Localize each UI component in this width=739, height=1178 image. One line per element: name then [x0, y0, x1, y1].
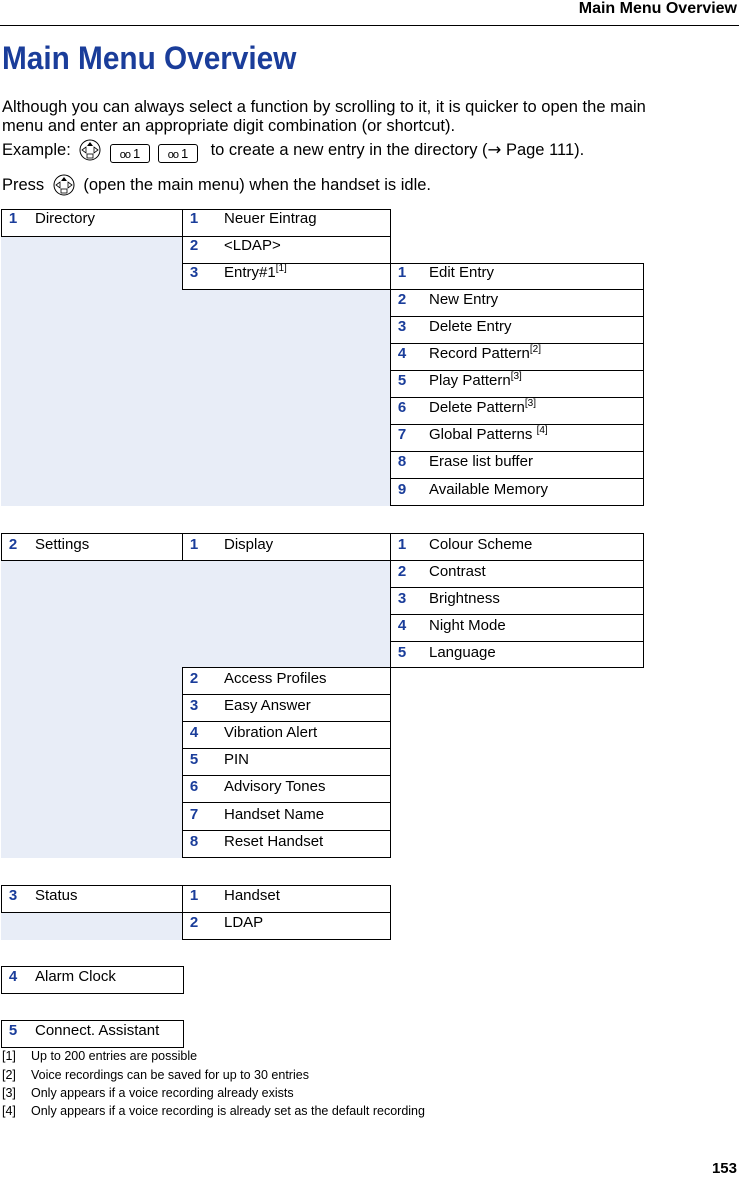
entry-option-2-num: 2 [397, 291, 407, 308]
right-arrow-icon: → [487, 140, 502, 159]
display-option-1-label: Colour Scheme [429, 536, 533, 553]
menu-connect-assistant-label: Connect. Assistant [35, 1022, 160, 1039]
status-sub-2 [182, 912, 391, 940]
directory-sub-2-num: 2 [189, 237, 199, 254]
directory-fill-mid [182, 289, 391, 506]
press-label: Press [2, 176, 45, 194]
settings-sub-4-label: Vibration Alert [224, 724, 318, 741]
settings-sub-2-num: 2 [189, 670, 199, 687]
settings-sub-5 [182, 748, 391, 776]
settings-sub-3-label: Easy Answer [224, 697, 311, 714]
settings-sub-6-num: 6 [189, 778, 199, 795]
display-option-5-num: 5 [397, 644, 407, 661]
footnote-ref-1[interactable]: [1] [275, 263, 287, 274]
footnote-4: [4] Only appears if a voice recording is already set as the default recording [2, 1104, 425, 1118]
display-option-5-label: Language [429, 644, 496, 661]
footnote-3: [3] Only appears if a voice recording already exists [2, 1086, 294, 1100]
settings-fill-wide [1, 560, 391, 668]
menu-directory-label: Directory [35, 210, 96, 227]
entry-option-4-label: Record Pattern[2] [429, 344, 542, 362]
settings-display [182, 533, 391, 561]
intro-line-2: menu and enter an appropriate digit combination (or shortcut). [2, 117, 456, 135]
settings-sub-7-num: 7 [189, 806, 199, 823]
entry-option-7-num: 7 [397, 426, 407, 443]
entry-option-7-label: Global Patterns [4] [429, 425, 548, 443]
menu-alarm-clock-label: Alarm Clock [35, 968, 116, 985]
directory-sub-1-num: 1 [189, 210, 199, 227]
menu-settings-label: Settings [35, 536, 90, 553]
footnote-2: [2] Voice recordings can be saved for up to 30 entries [2, 1068, 309, 1082]
settings-display-num: 1 [189, 536, 199, 553]
display-option-2-label: Contrast [429, 563, 486, 580]
directory-sub-2-label: <LDAP> [224, 237, 281, 254]
example-line [2, 139, 584, 163]
display-option-3-num: 3 [397, 590, 407, 607]
menu-directory-num: 1 [8, 210, 18, 227]
press-line [2, 174, 431, 196]
running-header: Main Menu Overview [578, 0, 737, 17]
entry-option-1-label: Edit Entry [429, 264, 495, 281]
status-sub-1-num: 1 [189, 887, 199, 904]
directory-sub-3-label: Entry#1[1] [224, 263, 287, 281]
settings-sub-5-label: PIN [224, 751, 250, 768]
entry-option-9-label: Available Memory [429, 481, 548, 498]
display-option-3-label: Brightness [429, 590, 500, 607]
entry-option-4-num: 4 [397, 345, 407, 362]
footnote-ref-4[interactable]: [4] [536, 425, 548, 436]
display-option-2-num: 2 [397, 563, 407, 580]
status-fill [1, 912, 182, 940]
settings-sub-6-label: Advisory Tones [224, 778, 326, 795]
menu-status [1, 885, 183, 913]
menu-settings-num: 2 [8, 536, 18, 553]
entry-option-3-num: 3 [397, 318, 407, 335]
entry-option-8-num: 8 [397, 453, 407, 470]
menu-status-num: 3 [8, 887, 18, 904]
example-label: Example: [2, 141, 71, 159]
status-sub-2-label: LDAP [224, 914, 264, 931]
footnote-ref-3[interactable]: [3] [510, 371, 522, 382]
entry-option-9-num: 9 [397, 481, 407, 498]
voicemail-key-1: oo 1 [110, 144, 150, 163]
navigation-key-icon [53, 174, 75, 196]
footnote-ref-3[interactable]: [3] [524, 398, 537, 409]
directory-fill-left [1, 236, 182, 506]
entry-option-5-num: 5 [397, 372, 407, 389]
directory-sub-1-label: Neuer Eintrag [224, 210, 317, 227]
footnote-1: [1] Up to 200 entries are possible [2, 1049, 198, 1063]
entry-option-8-label: Erase list buffer [429, 453, 533, 470]
entry-option-2-label: New Entry [429, 291, 499, 308]
settings-sub-2-label: Access Profiles [224, 670, 327, 687]
menu-alarm-clock-num: 4 [8, 968, 18, 985]
settings-sub-7-label: Handset Name [224, 806, 325, 823]
voicemail-key-2: oo 1 [158, 144, 198, 163]
directory-sub-3-num: 3 [189, 264, 199, 281]
page-number: 153 [711, 1160, 737, 1177]
status-sub-1-label: Handset [224, 887, 280, 904]
page-title: Main Menu Overview [2, 40, 297, 76]
voicemail-icon: oo [167, 149, 178, 161]
menu-status-label: Status [35, 887, 78, 904]
entry-option-6-label: Delete Pattern[3] [429, 398, 537, 416]
intro-line-1: Although you can always select a function by scrolling to it, it is quicker to open the main [2, 98, 646, 116]
display-option-1-num: 1 [397, 536, 407, 553]
entry-option-1-num: 1 [397, 264, 407, 281]
press-text: (open the main menu) when the handset is idle. [83, 176, 432, 194]
entry-option-5-label: Play Pattern[3] [429, 371, 522, 389]
footnote-ref-2[interactable]: [2] [529, 344, 542, 355]
navigation-key-icon [79, 139, 101, 161]
voicemail-icon: oo [119, 149, 130, 161]
display-option-4-num: 4 [397, 617, 407, 634]
settings-sub-8-label: Reset Handset [224, 833, 324, 850]
example-page-ref[interactable]: Page 111). [505, 141, 585, 159]
status-sub-2-num: 2 [189, 914, 199, 931]
header-rule [0, 25, 739, 26]
display-option-4-label: Night Mode [429, 617, 506, 634]
settings-sub-3-num: 3 [189, 697, 199, 714]
settings-sub-8-num: 8 [189, 833, 199, 850]
settings-sub-4-num: 4 [189, 724, 199, 741]
settings-display-label: Display [224, 536, 274, 553]
menu-settings [1, 533, 183, 561]
entry-option-3-label: Delete Entry [429, 318, 512, 335]
settings-fill-left [1, 667, 182, 858]
example-text: to create a new entry in the directory ( [210, 141, 488, 159]
settings-sub-5-num: 5 [189, 751, 199, 768]
menu-connect-assistant-num: 5 [8, 1022, 18, 1039]
entry-option-6-num: 6 [397, 399, 407, 416]
status-sub-1 [182, 885, 391, 913]
